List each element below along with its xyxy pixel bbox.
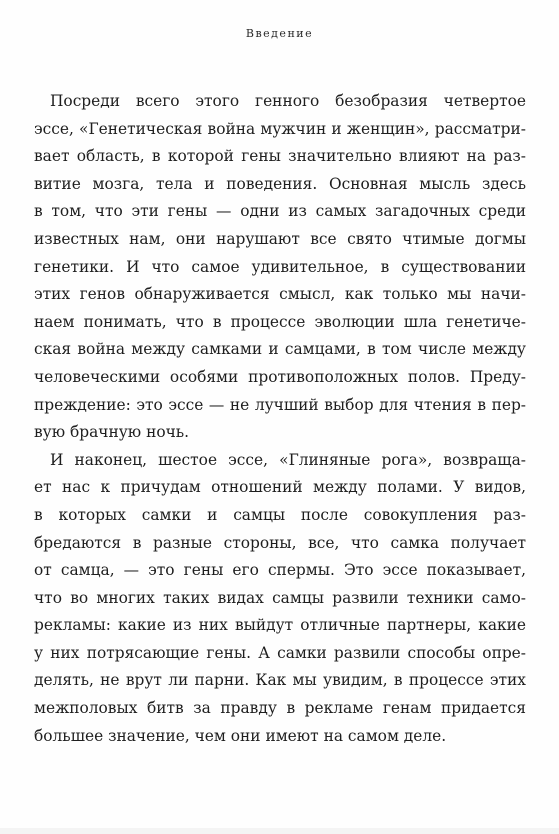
paragraph-1-line: вую брачную ночь. <box>34 423 190 442</box>
paragraph-2-line: ет нас к причудам отношений между полами. У видов, <box>34 478 526 497</box>
paragraph-1-line: генетики. И что самое удивительное, в существовании <box>34 257 526 276</box>
paragraph-1-line: витие мозга, тела и поведения. Основная мысль здесь <box>34 174 526 193</box>
paragraph-1-line: эссе, «Генетическая война мужчин и женщин», рассматри- <box>34 119 526 138</box>
paragraph-2-line: большее значение, чем они имеют на самом деле. <box>34 726 447 745</box>
paragraph-2-line: межполовых битв за правду в рекламе генам придается <box>34 699 526 718</box>
paragraph-2-line: И наконец, шестое эссе, «Глиняные рога», возвраща- <box>50 450 526 469</box>
paragraph-2-line: в которых самки и самцы после совокупления раз- <box>34 505 526 524</box>
paragraph-2-line: от самца, — это гены его спермы. Это эссе показывает, <box>34 561 526 580</box>
paragraph-1-line: известных нам, они нарушают все свято чтимые догмы <box>34 229 526 248</box>
paragraph-2-line: бредаются в разные стороны, все, что самка получает <box>34 533 526 552</box>
page-bottom-edge <box>0 828 559 834</box>
paragraph-1-line: человеческими особями противоположных полов. Преду- <box>34 367 526 386</box>
running-head: Введение <box>245 27 314 40</box>
paragraph-1-line: вает область, в которой гены значительно влияют на раз- <box>34 147 526 166</box>
paragraph-1-line: Посреди всего этого генного безобразия четвертое <box>50 92 526 110</box>
paragraph-1-line: этих генов обнаруживается смысл, как только мы начи- <box>34 285 526 304</box>
paragraph-1-line: в том, что эти гены — одни из самых загадочных среди <box>34 202 526 221</box>
paragraph-2-line: что во многих таких видах самцы развили техники само- <box>34 588 526 607</box>
paragraph-2-line: у них потрясающие гены. А самки развили способы опре- <box>34 643 526 662</box>
paragraph-2-line: рекламы: какие из них выйдут отличные партнеры, какие <box>34 616 526 635</box>
paragraph-2-line: делять, не врут ли парни. Как мы увидим, в процессе этих <box>34 671 526 690</box>
paragraph-1-line: наем понимать, что в процессе эволюции шла генетиче- <box>34 312 526 331</box>
paragraph-1-line: ская война между самками и самцами, в том числе между <box>34 340 526 359</box>
paragraph-1-line: преждение: это эссе — не лучший выбор для чтения в пер- <box>34 395 526 414</box>
body-text <box>34 88 526 750</box>
